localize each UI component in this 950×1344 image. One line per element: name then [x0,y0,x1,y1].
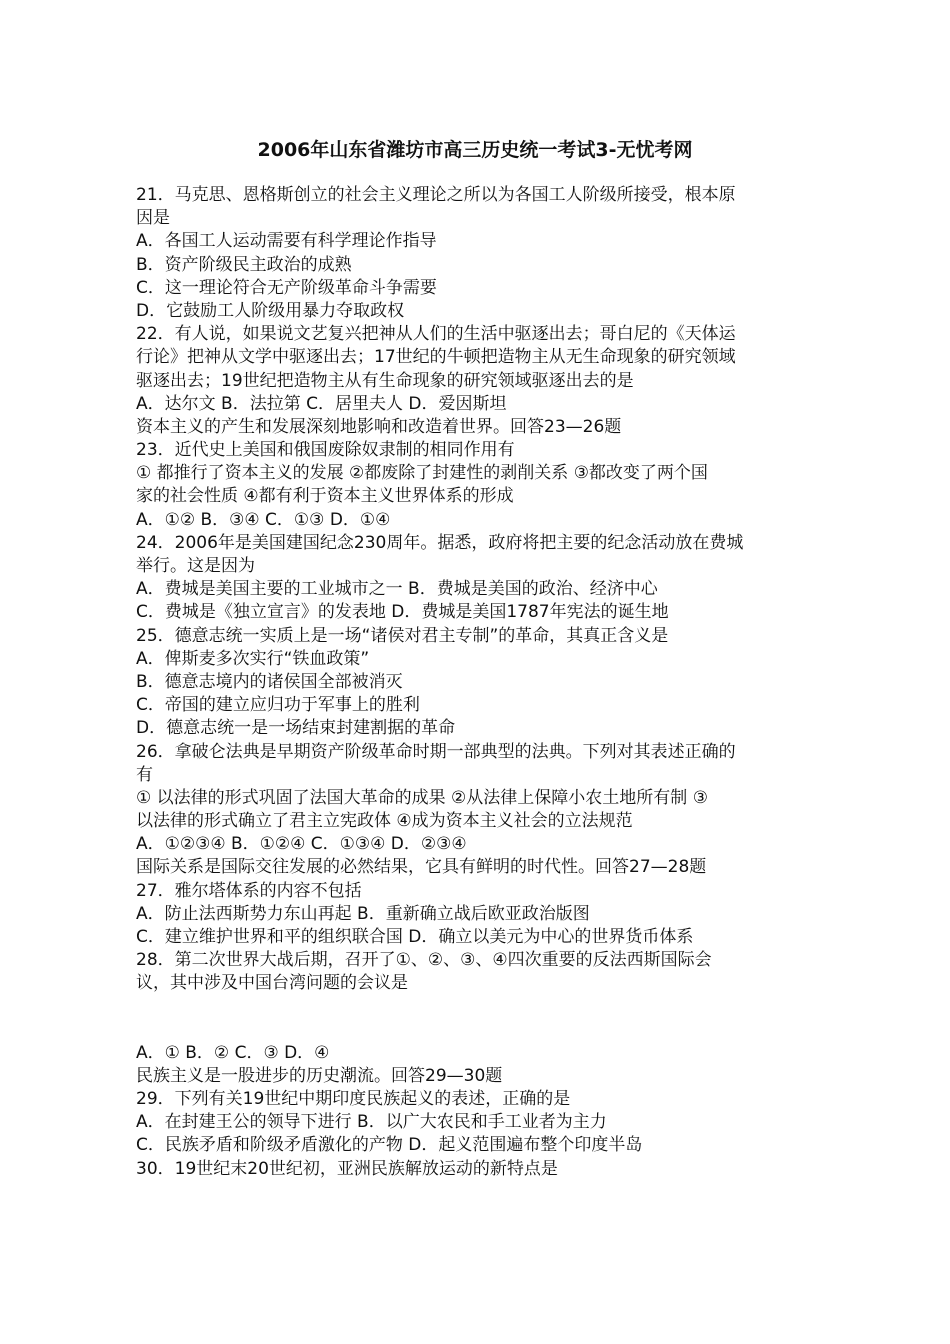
question-block-21-28 [136,184,816,996]
text-line: C．帝国的建立应归功于军事上的胜利 [136,695,420,716]
text-line: ① 都推行了资本主义的发展 ②都废除了封建性的剥削关系 ③都改变了两个国 [136,463,708,484]
text-line: 有 [136,764,153,785]
text-line: 家的社会性质 ④都有利于资本主义世界体系的形成 [136,486,514,507]
text-line: A．达尔文 B．法拉第 C．居里夫人 D．爱因斯坦 [136,393,507,414]
text-line: A．①② B．③④ C．①③ D．①④ [136,509,391,530]
text-line: 以法律的形式确立了君主立宪政体 ④成为资本主义社会的立法规范 [136,811,633,832]
text-line: 行论》把神从文学中驱逐出去；17世纪的牛顿把造物主从无生命现象的研究领域 [136,347,736,368]
text-line: 举行。这是因为 [136,556,255,576]
text-line: 29．下列有关19世纪中期印度民族起义的表述，正确的是 [136,1088,571,1109]
text-line: 24．2006年是美国建国纪念230周年。据悉，政府将把主要的纪念活动放在费城 [136,532,744,553]
text-line: D．它鼓励工人阶级用暴力夺取政权 [136,300,405,321]
document-title: 2006年山东省潍坊市高三历史统一考试3-无忧考网 [257,139,693,161]
text-line: B．资产阶级民主政治的成熟 [136,254,352,275]
text-line: A．费城是美国主要的工业城市之一 B．费城是美国的政治、经济中心 [136,579,658,600]
text-line: B．德意志境内的诸侯国全部被消灭 [136,671,403,692]
text-line: A．① B．② C．③ D．④ [136,1042,330,1063]
text-line: A．在封建王公的领导下进行 B．以广大农民和手工业者为主力 [136,1112,607,1133]
text-line: C．这一理论符合无产阶级革命斗争需要 [136,277,437,298]
text-line: D．德意志统一是一场结束封建割据的革命 [136,718,456,739]
text-line: ① 以法律的形式巩固了法国大革命的成果 ②从法律上保障小农土地所有制 ③ [136,787,708,808]
text-line: A．防止法西斯势力东山再起 B．重新确立战后欧亚政治版图 [136,903,590,924]
blank-space [136,996,816,1042]
text-line: 25．德意志统一实质上是一场“诸侯对君主专制”的革命，其真正含义是 [136,625,669,646]
text-line: A．①②③④ B．①②④ C．①③④ D．②③④ [136,834,467,855]
text-line: 28．第二次世界大战后期，召开了①、②、③、④四次重要的反法西斯国际会 [136,950,712,971]
question-block-29-30 [136,1042,816,1181]
text-line: 议，其中涉及中国台湾问题的会议是 [136,973,408,994]
text-line: 30．19世纪末20世纪初，亚洲民族解放运动的新特点是 [136,1158,558,1179]
text-line: C．建立维护世界和平的组织联合国 D．确立以美元为中心的世界货币体系 [136,927,694,947]
text-line: 26．拿破仑法典是早期资产阶级革命时期一部典型的法典。下列对其表述正确的 [136,741,736,762]
text-line: C．费城是《独立宣言》的发表地 D．费城是美国1787年宪法的诞生地 [136,602,669,623]
text-line: 民族主义是一股进步的历史潮流。回答29—30题 [136,1065,503,1086]
text-line: 23．近代史上美国和俄国废除奴隶制的相同作用有 [136,440,515,461]
text-line: 27．雅尔塔体系的内容不包括 [136,880,362,901]
text-line: 21．马克思、恩格斯创立的社会主义理论之所以为各国工人阶级所接受，根本原 [136,185,736,205]
text-line: 国际关系是国际交往发展的必然结果，它具有鲜明的时代性。回答27—28题 [136,857,707,878]
text-line: A．各国工人运动需要有科学理论作指导 [136,231,437,252]
text-line: C．民族矛盾和阶级矛盾激化的产物 D．起义范围遍布整个印度半岛 [136,1135,643,1156]
text-line: 22．有人说，如果说文艺复兴把神从人们的生活中驱逐出去；哥白尼的《天体运 [136,324,736,345]
text-line: A．俾斯麦多次实行“铁血政策” [136,648,370,669]
text-line: 资本主义的产生和发展深刻地影响和改造着世界。回答23—26题 [136,416,622,437]
document-body [136,184,816,1181]
text-line: 驱逐出去；19世纪把造物主从有生命现象的研究领域驱逐出去的是 [136,370,634,391]
text-line: 因是 [136,208,170,229]
